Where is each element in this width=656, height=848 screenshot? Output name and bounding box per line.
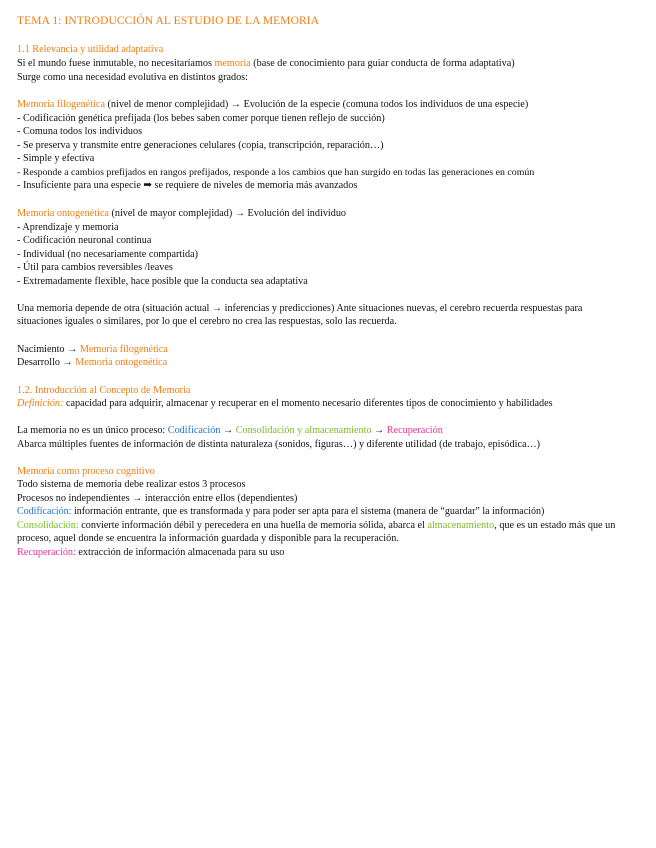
term-definicion: Definición: — [17, 398, 64, 409]
list-item: - Codificación genética prefijada (los bebes saben comer porque tienen reflejo de succión) — [17, 113, 385, 124]
term-memoria-filogenetica: Memoria filogenética — [17, 99, 105, 110]
text-fragment: (nivel de mayor complejidad) → Evolución del individuo — [108, 208, 347, 219]
term-consolidacion: Consolidación: — [17, 520, 79, 531]
term-codificacion: Codificación — [167, 425, 221, 436]
term-memoria-ontogenetica: Memoria ontogenética — [75, 357, 168, 368]
list-item: - Responde a cambios prefijados en rangos prefijados, responde a los cambios que han surgido en todas las generaciones en común — [17, 167, 535, 178]
filogenetica-heading — [17, 98, 528, 111]
text-fragment: Nacimiento → — [17, 344, 80, 355]
list-item: - Se preserva y transmite entre generaciones celulares (copia, transcripción, reparación…) — [17, 140, 384, 151]
ontogenetica-heading — [17, 207, 346, 220]
term-consolidacion: Consolidación y almacenamiento — [235, 425, 372, 436]
term-almacenamiento: almacenamiento — [427, 520, 495, 531]
section-heading-relevancia: 1.1 Relevancia y utilidad adaptativa — [17, 44, 164, 55]
document-title: TEMA 1: INTRODUCCIÓN AL ESTUDIO DE LA MEMORIA — [17, 15, 320, 27]
text-fragment: , que es un estado más que un proceso, aquel donde se encuentra la información guardada y disponible para la recuperación. — [17, 520, 616, 544]
paragraph-sistema: Todo sistema de memoria debe realizar estos 3 procesos — [17, 479, 246, 490]
list-item: - Simple y efectiva — [17, 153, 95, 164]
paragraph-depende: Una memoria depende de otra (situación actual → inferencias y predicciones) Ante situaciones nuevas, el cerebro recuerda respuestas para situaciones iguales o similares, por lo que el cerebro no crea las respuestas, solo las recuerda. — [17, 303, 583, 327]
term-memoria: memoria — [214, 58, 251, 69]
term-recuperacion: Recuperación: — [17, 547, 76, 558]
text-fragment: Desarrollo → — [17, 357, 76, 368]
list-item: - Aprendizaje y memoria — [17, 222, 119, 233]
text-fragment: La memoria no es un único proceso: — [17, 425, 168, 436]
consolidacion-definition — [17, 519, 617, 545]
paragraph-surge: Surge como una necesidad evolutiva en distintos grados: — [17, 72, 248, 83]
section-heading-proceso-cognitivo: Memoria como proceso cognitivo — [17, 466, 155, 477]
codificacion-definition — [17, 505, 544, 518]
text-fragment: capacidad para adquirir, almacenar y recuperar en el momento necesario diferentes tipos de conocimiento y habilidades — [63, 398, 553, 409]
list-item: - Extremadamente flexible, hace posible que la conducta sea adaptativa — [17, 276, 308, 287]
list-item: - Comuna todos los individuos — [17, 126, 143, 137]
recuperacion-definition — [17, 546, 284, 559]
list-item: - Útil para cambios reversibles /leaves — [17, 262, 173, 273]
list-item: - Codificación neuronal continua — [17, 235, 152, 246]
term-codificacion: Codificación: — [17, 506, 72, 517]
text-fragment: extracción de información almacenada para su uso — [75, 547, 285, 558]
text-fragment: convierte información débil y perecedera en una huella de memoria sólida, abarca el — [78, 520, 428, 531]
term-memoria-ontogenetica: Memoria ontogenética — [17, 208, 109, 219]
nacimiento-line — [17, 343, 168, 356]
procesos-line — [17, 424, 443, 437]
term-recuperacion: Recuperación — [386, 425, 443, 436]
text-fragment: información entrante, que es transformada y para poder ser apta para el sistema (manera de “guardar” la información) — [71, 506, 545, 517]
text-fragment: Si el mundo fuese inmutable, no necesitaríamos — [17, 58, 215, 69]
paragraph-procesos: Procesos no independientes → interacción entre ellos (dependientes) — [17, 493, 298, 504]
term-memoria-filogenetica: Memoria filogenética — [79, 344, 168, 355]
paragraph-abarca: Abarca múltiples fuentes de información de distinta naturaleza (sonidos, figuras…) y diferente utilidad (de trabajo, episódica…) — [17, 439, 541, 450]
text-fragment: (nivel de menor complejidad) → Evolución de la especie (comuna todos los individuos de una especie) — [104, 99, 529, 110]
text-fragment: (base de conocimiento para guiar conducta de forma adaptativa) — [250, 58, 515, 69]
section-heading-concepto: 1.2. Introducción al Concepto de Memoria — [17, 385, 191, 396]
list-item: - Insuficiente para una especie ➡ se requiere de niveles de memoria más avanzados — [17, 180, 358, 191]
paragraph-definicion — [17, 397, 617, 410]
paragraph-mundo-inmutable — [17, 57, 515, 70]
list-item: - Individual (no necesariamente compartida) — [17, 249, 199, 260]
arrow: → — [371, 425, 387, 436]
arrow: → — [220, 425, 236, 436]
desarrollo-line — [17, 356, 167, 369]
